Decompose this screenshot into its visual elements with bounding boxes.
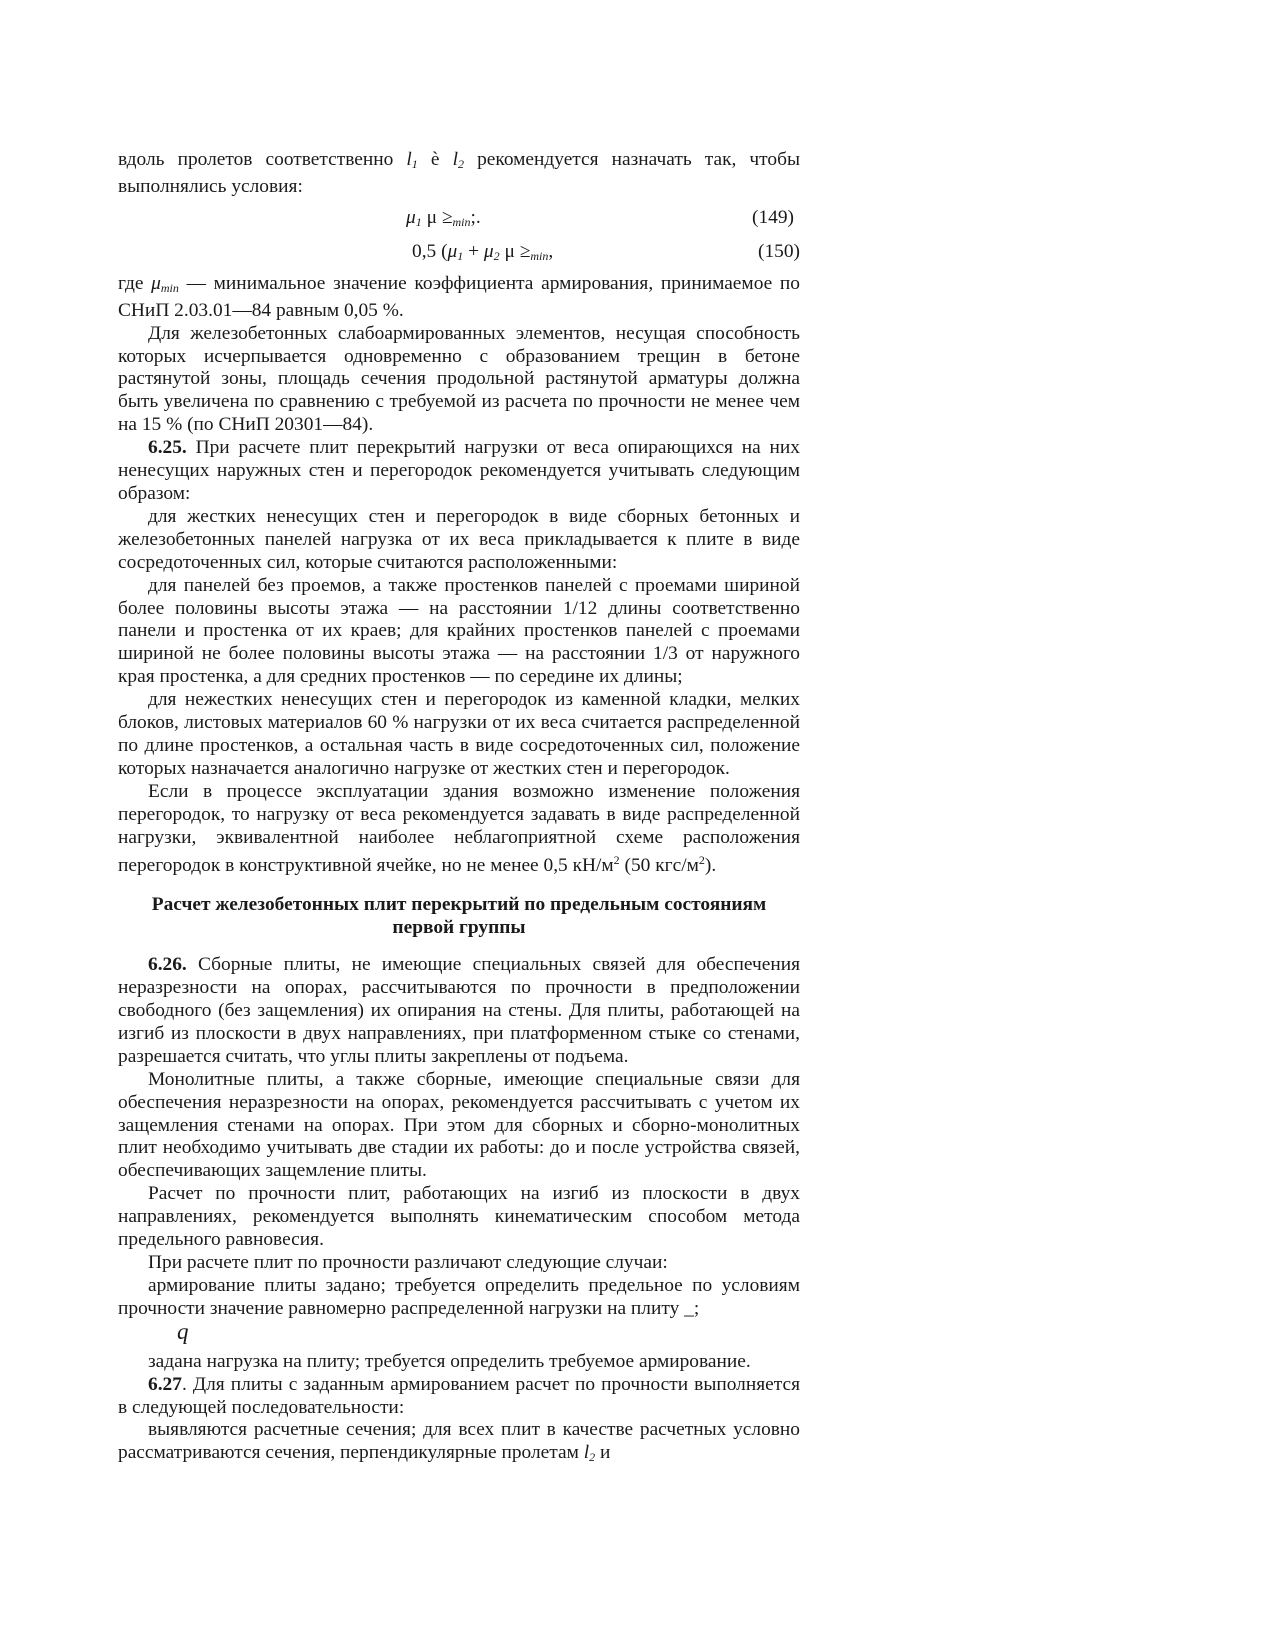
text: ). — [704, 855, 717, 877]
text: ; — [693, 1297, 700, 1319]
paragraph-panels: для панелей без проемов, а также простенков панелей с проемами шириной более половины высоты этажа — на расстоянии 1/12 длины соответственно панели и простенка от их краев; для крайних простенков панелей с проемами шириной не более половины высоты этажа — на расстоянии 1/3 от наружного края простенка, а для средних простенков — по середине их длины; — [118, 574, 800, 688]
text: . Для плиты с заданным армированием расчет по прочности выполняется в следующей последовательности: — [118, 1373, 800, 1418]
text: — минимальное значение коэффициента армирования, принимаемое по СНиП 2.03.01—84 равным 0,05 %. — [118, 272, 800, 321]
text: (50 кгс/м — [619, 855, 699, 877]
var-l2: l — [452, 149, 458, 170]
text: выявляются расчетные сечения; для всех плит в качестве расчетных условно рассматриваются сечения, перпендикулярные пролетам — [118, 1419, 800, 1464]
text: μ ≥ — [499, 240, 531, 262]
subscript: 1 — [411, 157, 418, 171]
subscript: 2 — [493, 248, 500, 263]
heading-line: первой группы — [392, 917, 526, 939]
paragraph-operation — [118, 781, 800, 879]
subscript: min — [452, 214, 471, 229]
paragraph-where — [118, 273, 800, 323]
formula — [412, 241, 553, 268]
mu: μ — [151, 272, 161, 294]
equation-number: (149) — [751, 206, 794, 228]
equation-number: (150) — [757, 240, 800, 262]
superscript: 2 — [698, 853, 705, 868]
text: где — [118, 272, 152, 294]
superscript: 2 — [613, 853, 620, 868]
text: , — [548, 240, 554, 262]
clause-number: 6.26. — [148, 954, 187, 976]
blank: _ — [684, 1297, 694, 1319]
clause-number: 6.25. — [148, 437, 187, 459]
paragraph-intro — [118, 149, 800, 199]
var-q: q — [177, 1318, 189, 1344]
paragraph-case-1 — [118, 1275, 800, 1321]
text: è — [417, 149, 453, 170]
var-l1: l — [406, 149, 412, 170]
paragraph-case-2: задана нагрузка на плиту; требуется определить требуемое армирование. — [148, 1350, 751, 1372]
text: и — [595, 1442, 611, 1464]
mu: μ — [406, 206, 416, 228]
var-l2: l — [583, 1442, 590, 1464]
text: рекомендуется назначать так, чтобы выполнялись условия: — [118, 149, 800, 197]
paragraph-strength: Расчет по прочности плит, работающих на изгиб из плоскости в двух направлениях, рекомендуется выполнять кинематическим способом метода предельного равновесия. — [118, 1183, 800, 1251]
text: + — [463, 240, 484, 262]
section-heading — [118, 894, 800, 940]
clause-number: 6.27 — [148, 1373, 182, 1395]
text: вдоль пролетов соответственно — [118, 149, 407, 170]
paragraph-monolithic: Монолитные плиты, а также сборные, имеющие специальные связи для обеспечения неразрезности на опорах, рекомендуется рассчитывать с учетом их защемления стенами на опорах. При этом для сборных и сборно-монолитных плит необходимо учитывать две стадии их работы: до и после устройства связей, обеспечивающих защемление плиты. — [118, 1068, 800, 1182]
paragraph-6-25 — [118, 437, 800, 506]
paragraph-weakly-reinforced: Для железобетонных слабоармированных элементов, несущая способность которых исчерпывается одновременно с образованием трещин в бетоне растянутой зоны, площадь сечения продольной растянутой арматуры должна быть увеличена по сравнению с требуемой из расчета по прочности не менее чем на 15 % (по СНиП 20301—84). — [118, 322, 800, 436]
text: ;. — [470, 206, 481, 228]
text: Если в процессе эксплуатации здания возможно изменение положения перегородок, то нагрузку от веса рекомендуется задавать в виде распределенной нагрузки, эквивалентной наиболее неблагоприятной схеме расположения перегородок в конструктивной ячейке, но не менее 0,5 кН/м — [118, 780, 800, 877]
text: μ ≥ — [421, 206, 453, 228]
subscript: min — [530, 248, 549, 263]
q-variable-line — [118, 1318, 800, 1351]
paragraph-6-27 — [118, 1374, 800, 1420]
subscript: 1 — [457, 248, 464, 263]
subscript: 2 — [457, 157, 464, 171]
subscript: 1 — [415, 214, 422, 229]
equation-149 — [118, 203, 800, 233]
paragraph-nonrigid-walls: для нежестких ненесущих стен и перегородок из каменной кладки, мелких блоков, листовых материалов 60 % нагрузки от их веса считается распределенной по длине простенков, а остальная часть в виде сосредоточенных сил, положение которых назначается аналогично нагрузке от жестких стен и перегородок. — [118, 689, 800, 779]
subscript: 2 — [589, 1450, 596, 1465]
text: 0,5 ( — [412, 240, 448, 262]
heading-line: Расчет железобетонных плит перекрытий по предельным состояниям — [151, 894, 767, 916]
text: При расчете плит перекрытий нагрузки от веса опирающихся на них ненесущих наружных стен и перегородок рекомендуется учитывать следующим образом: — [118, 437, 800, 504]
mu: μ — [447, 240, 458, 262]
formula — [406, 207, 481, 234]
mu: μ — [483, 240, 494, 262]
paragraph-sections — [118, 1419, 800, 1469]
equation-150 — [118, 237, 800, 267]
text: армирование плиты задано; требуется определить предельное по условиям прочности значение равномерно распределенной нагрузки на плиту — [118, 1274, 800, 1319]
paragraph-cases: При расчете плит по прочности различают следующие случаи: — [148, 1251, 668, 1273]
document-page — [118, 149, 800, 1469]
paragraph-6-26 — [118, 954, 800, 1069]
text: Сборные плиты, не имеющие специальных связей для обеспечения неразрезности на опорах, рассчитываются по прочности в предположении свободного (без защемления) их опирания на стены. Для плиты, работающей на изгиб из плоскости в двух направлениях, при платформенном стыке со стенами, разрешается считать, что углы плиты закреплены от подъема. — [118, 954, 800, 1067]
paragraph-rigid-walls: для жестких ненесущих стен и перегородок в виде сборных бетонных и железобетонных панелей нагрузка от их веса прикладывается к плите в виде сосредоточенных сил, которые считаются расположенными: — [118, 505, 800, 573]
subscript: min — [160, 280, 179, 295]
